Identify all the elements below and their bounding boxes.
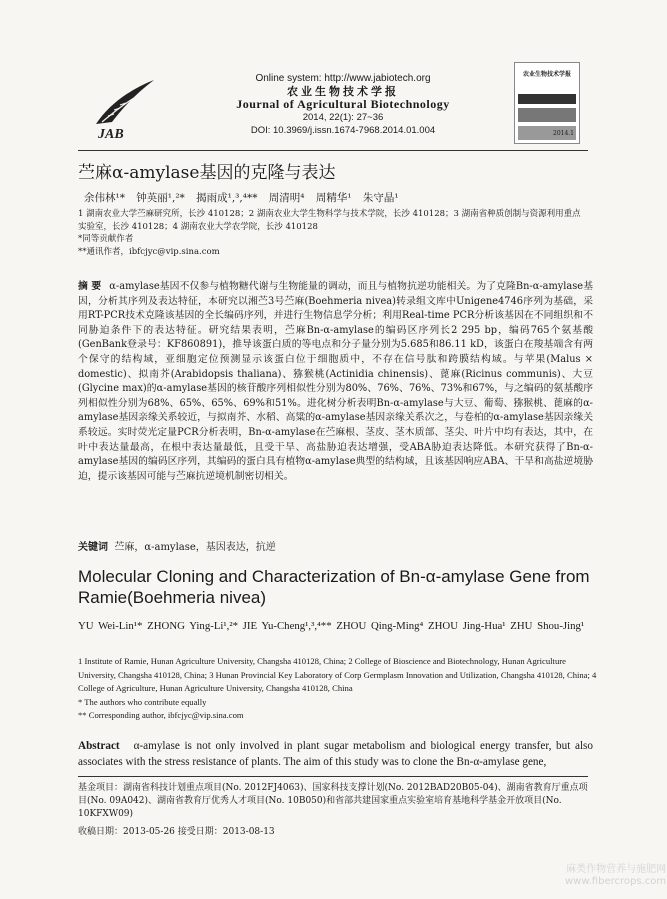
affiliation-cn-line: 1 湖南农业大学苎麻研究所，长沙 410128；2 湖南农业大学生物科学与技术学院，长沙 410128；3 湖南省种质创制与资源利用重点实验室，长沙 410128；4 湖南农业大学农学院，长沙 410128 <box>78 209 581 232</box>
keywords-cn-text: 苎麻，α-amylase，基因表达，抗逆 <box>114 542 276 553</box>
logo-text: JAB <box>98 127 124 142</box>
abstract-en-label: Abstract <box>78 740 120 752</box>
journal-cover-thumbnail <box>514 62 580 144</box>
abstract-en-text: α-amylase is not only involved in plant sugar metabolism and biological energy transfer, but also associates with the stress resistance of plants. The aim of this study was to clone the Bn-α-amylase gene, <box>78 740 593 768</box>
online-system: Online system: http://www.jabiotech.org <box>255 73 431 84</box>
journal-name-en: Journal of Agricultural Biotechnology <box>236 97 450 111</box>
doi: DOI: 10.3969/j.issn.1674-7968.2014.01.004 <box>250 125 436 136</box>
watermark-url: www.fibercrops.com <box>565 876 667 887</box>
affiliation-en-line: * The authors who contribute equally <box>78 696 207 707</box>
authors-en: YU Wei-Lin¹* ZHONG Ying-Li¹,²* JIE Yu-Cheng¹,³,⁴** ZHOU Qing-Ming⁴ ZHOU Jing-Hua¹ ZHU Shou-Jing¹ <box>78 620 585 632</box>
footnote-divider <box>78 776 588 777</box>
jab-logo <box>88 76 160 142</box>
abstract-cn-text: α-amylase基因不仅参与植物糖代谢与生物能量的调动，而且与植物抗逆功能相关。为了克隆Bn-α-amylase基因，分析其序列及表达特征，本研究以湘苎3号苎麻(Boehmeria nivea)转录组文库中Unigene4746序列为基础，采用RT-PCR技术克隆该基因的全长编码序列，并进行生物信息学分析；利用Real-time PCR分析该基因在不同组织和不同胁迫条件下的表达特征。研究结果表明，苎麻Bn-α-amylase的编码区序列长2 295 bp，编码765个氨基酸(GenBank登录号：KF860891)，推导该蛋白质的等电点和分子量分别为5.685和86.11 kD，该蛋白在羧基端含有两个保守的结构域，亚细胞定位预测显示该蛋白位于细胞质中，不存在信号肽和跨膜结构域。与苹果(Malus × domestic)、拟南芥(Arabidopsis thaliana)、猕猴桃(Actinidia chinensis)、蓖麻(Ricinus communis)、大豆(Glycine max)的α-amylase基因的核苷酸序列相似性分别为80%、76%、76%、73%和67%，与之编码的氨基酸序列相似性分别为68%、65%、65%、69%和51%。进化树分析表明Bn-α-amylase与大豆、葡萄、猕猴桃、蓖麻的α-amylase基因亲缘关系较近，与拟南芥、水稻、高粱的α-amylase基因亲缘关系次之，与卷柏的α-amylase基因亲缘关系较远。实时荧光定量PCR分析表明，Bn-α-amylase在苎麻根、茎皮、茎木质部、茎尖、叶片中均有表达，其中，在叶中表达量最高，在根中表达量最低，且受干旱、高盐胁迫表达增强，受ABA胁迫表达降低。本研究获得了Bn-α-amylase基因的编码区序列，其编码的蛋白具有植物α-amylase典型的结构域，且该基因响应ABA、干旱和高盐逆境胁迫，提示该基因可能与苎麻抗逆境机制密切相关。 <box>78 281 593 482</box>
affiliations-cn <box>78 208 588 258</box>
abstract-cn <box>78 280 593 484</box>
affiliations-en <box>78 655 598 723</box>
journal-name-cn: 农业生物技术学报 <box>287 85 399 98</box>
abstract-cn-label: 摘 要 <box>78 281 102 292</box>
journal-volume: 2014, 22(1): 27~36 <box>302 112 384 123</box>
received-accepted-dates: 收稿日期：2013-05-26 接受日期：2013-08-13 <box>78 827 275 837</box>
abstract-en <box>78 738 593 770</box>
affiliation-cn-line: **通讯作者，ibfcjyc@vip.sina.com <box>78 246 220 257</box>
journal-header <box>78 70 588 150</box>
affiliation-en-line: ** Corresponding author, ibfcjyc@vip.sina.com <box>78 710 244 720</box>
authors-cn: 余伟林¹* 钟英丽¹,²* 揭雨成¹,³,⁴** 周清明⁴ 周精华¹ 朱守晶¹ <box>84 192 399 204</box>
header-divider <box>78 150 588 151</box>
keywords-cn-label: 关键词 <box>78 542 108 553</box>
journal-info <box>218 72 468 137</box>
watermark <box>565 864 666 888</box>
watermark-cn: 麻类作物营养与施肥网 <box>566 864 667 875</box>
funding-note: 基金项目：湖南省科技计划重点项目(No. 2012FJ4063)、国家科技支撑计划(No. 2012BAD20B05-04)、湖南省教育厅重点项目(No. 09A042)、湖南省教育厅优秀人才项目(No. 10B050)和省部共建国家重点实验室培育基地科学基金开放项目(No. 10KFXW09) <box>78 783 588 819</box>
affiliation-cn-line: *同等贡献作者 <box>78 234 134 244</box>
cover-title: 农业生物技术学报 <box>522 71 571 78</box>
title-cn: 苎麻α-amylase基因的克隆与表达 <box>78 163 336 183</box>
affiliation-en-line: 1 Institute of Ramie, Hunan Agriculture University, Changsha 410128, China; 2 College of Bioscience and Biotechnology, Hunan Agriculture University, Changsha 410128, China; 3 Hunan Provincial Key Laboratory of Corp Germplasm Innovation and Utilization, Changsha 410128, China; 4 College of Agriculture, Hunan Agriculture University, Changsha 410128, China <box>78 656 597 693</box>
keywords-cn <box>78 538 276 553</box>
cover-issue: 2014.1 <box>553 130 574 137</box>
title-en: Molecular Cloning and Characterization of Bn-α-amylase Gene from Ramie(Boehmeria nivea) <box>78 567 590 607</box>
